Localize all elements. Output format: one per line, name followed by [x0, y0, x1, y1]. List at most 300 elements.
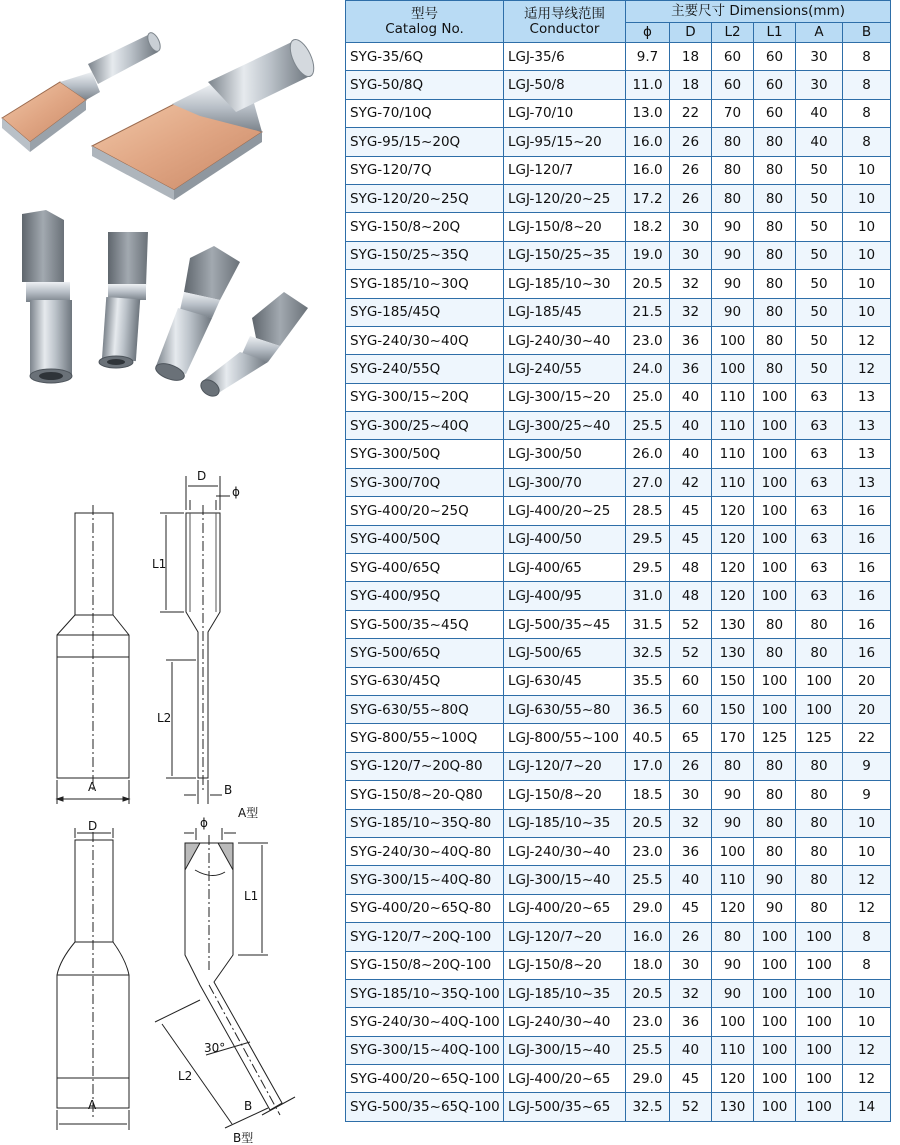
cell-l2: 90 — [712, 298, 754, 326]
cell-d: 45 — [670, 525, 712, 553]
cell-a: 63 — [796, 582, 843, 610]
cell-phi: 20.5 — [626, 979, 670, 1007]
cell-cat: SYG-70/10Q — [346, 99, 504, 127]
cell-cond: LGJ-300/50 — [504, 440, 626, 468]
cell-cond: LGJ-185/10~35 — [504, 809, 626, 837]
cell-l1: 80 — [754, 298, 796, 326]
cell-l1: 80 — [754, 184, 796, 212]
table-row — [346, 582, 891, 610]
cell-cat: SYG-50/8Q — [346, 71, 504, 99]
cell-cond: LGJ-240/30~40 — [504, 837, 626, 865]
cell-l1: 80 — [754, 156, 796, 184]
cell-b: 12 — [843, 326, 891, 354]
cell-phi: 16.0 — [626, 156, 670, 184]
cell-b: 16 — [843, 525, 891, 553]
svg-text:A型: A型 — [238, 806, 259, 820]
table-row — [346, 468, 891, 496]
cell-l2: 120 — [712, 894, 754, 922]
cell-l2: 100 — [712, 1008, 754, 1036]
cell-cat: SYG-185/10~35Q-80 — [346, 809, 504, 837]
cell-a: 80 — [796, 752, 843, 780]
cell-l1: 100 — [754, 1065, 796, 1093]
cell-phi: 29.5 — [626, 525, 670, 553]
cell-d: 45 — [670, 1065, 712, 1093]
cell-b: 12 — [843, 894, 891, 922]
cell-cond: LGJ-95/15~20 — [504, 128, 626, 156]
cell-cond: LGJ-400/20~25 — [504, 497, 626, 525]
cell-b: 10 — [843, 1008, 891, 1036]
cell-b: 13 — [843, 468, 891, 496]
cell-a: 100 — [796, 695, 843, 723]
cell-cat: SYG-400/65Q — [346, 554, 504, 582]
cell-l2: 60 — [712, 71, 754, 99]
cell-l1: 60 — [754, 99, 796, 127]
cell-d: 36 — [670, 1008, 712, 1036]
product-photo — [0, 0, 340, 410]
cell-phi: 16.0 — [626, 128, 670, 156]
cell-l1: 100 — [754, 667, 796, 695]
cell-a: 63 — [796, 440, 843, 468]
cell-l2: 150 — [712, 695, 754, 723]
cell-d: 48 — [670, 582, 712, 610]
table-row — [346, 1008, 891, 1036]
cell-l1: 100 — [754, 1093, 796, 1121]
cell-a: 125 — [796, 724, 843, 752]
cell-phi: 31.5 — [626, 610, 670, 638]
cell-cond: LGJ-150/8~20 — [504, 951, 626, 979]
table-row — [346, 497, 891, 525]
cell-cat: SYG-150/8~20-Q80 — [346, 781, 504, 809]
cell-d: 30 — [670, 781, 712, 809]
cell-l2: 120 — [712, 497, 754, 525]
cell-a: 50 — [796, 241, 843, 269]
cell-l1: 80 — [754, 270, 796, 298]
cell-l2: 170 — [712, 724, 754, 752]
cell-cat: SYG-240/30~40Q-80 — [346, 837, 504, 865]
cell-l2: 100 — [712, 355, 754, 383]
cell-d: 48 — [670, 554, 712, 582]
svg-text:L2: L2 — [178, 1069, 193, 1083]
cell-phi: 29.0 — [626, 894, 670, 922]
svg-text:D: D — [197, 469, 207, 483]
header-model-en: Catalog No. — [385, 20, 464, 37]
cell-l2: 60 — [712, 43, 754, 71]
cell-b: 20 — [843, 667, 891, 695]
cell-phi: 29.5 — [626, 554, 670, 582]
cell-a: 80 — [796, 837, 843, 865]
cell-b: 20 — [843, 695, 891, 723]
header-dim-d: D — [670, 23, 712, 43]
cell-l2: 80 — [712, 752, 754, 780]
cell-b: 8 — [843, 951, 891, 979]
cell-a: 80 — [796, 610, 843, 638]
header-conductor — [504, 1, 626, 43]
cell-cond: LGJ-630/45 — [504, 667, 626, 695]
table-row — [346, 695, 891, 723]
cell-l2: 110 — [712, 412, 754, 440]
cell-cat: SYG-240/55Q — [346, 355, 504, 383]
table-row — [346, 270, 891, 298]
cell-l1: 90 — [754, 894, 796, 922]
cell-a: 63 — [796, 497, 843, 525]
cell-l1: 80 — [754, 610, 796, 638]
cell-b: 10 — [843, 184, 891, 212]
table-row — [346, 128, 891, 156]
cell-cond: LGJ-185/45 — [504, 298, 626, 326]
svg-text:L1: L1 — [152, 557, 167, 571]
left-panel — [0, 0, 340, 1145]
cell-a: 100 — [796, 923, 843, 951]
cell-cond: LGJ-150/8~20 — [504, 213, 626, 241]
cell-l1: 80 — [754, 128, 796, 156]
cell-l1: 80 — [754, 752, 796, 780]
svg-text:ϕ: ϕ — [200, 816, 208, 830]
cell-l2: 90 — [712, 270, 754, 298]
cell-d: 40 — [670, 1036, 712, 1064]
cell-l2: 100 — [712, 837, 754, 865]
table-row — [346, 866, 891, 894]
header-dim-b: B — [843, 23, 891, 43]
svg-text:L1: L1 — [244, 889, 259, 903]
cell-l2: 130 — [712, 610, 754, 638]
cell-b: 16 — [843, 610, 891, 638]
cell-cond: LGJ-70/10 — [504, 99, 626, 127]
cell-cond: LGJ-500/35~65 — [504, 1093, 626, 1121]
svg-text:B: B — [244, 1099, 253, 1113]
cell-l1: 100 — [754, 525, 796, 553]
cell-d: 60 — [670, 667, 712, 695]
cell-cat: SYG-300/15~40Q-100 — [346, 1036, 504, 1064]
cell-b: 8 — [843, 99, 891, 127]
cell-cond: LGJ-240/30~40 — [504, 1008, 626, 1036]
cell-b: 16 — [843, 582, 891, 610]
cell-phi: 23.0 — [626, 326, 670, 354]
cell-d: 26 — [670, 184, 712, 212]
cell-d: 30 — [670, 241, 712, 269]
cell-cond: LGJ-300/15~20 — [504, 383, 626, 411]
cell-d: 40 — [670, 412, 712, 440]
svg-text:A: A — [88, 780, 97, 794]
table-row — [346, 184, 891, 212]
table-row — [346, 809, 891, 837]
cell-cond: LGJ-400/20~65 — [504, 1065, 626, 1093]
cell-a: 40 — [796, 128, 843, 156]
cell-cat: SYG-630/55~80Q — [346, 695, 504, 723]
cell-d: 32 — [670, 270, 712, 298]
cell-b: 9 — [843, 781, 891, 809]
cell-cat: SYG-35/6Q — [346, 43, 504, 71]
cell-phi: 20.5 — [626, 809, 670, 837]
cell-b: 16 — [843, 639, 891, 667]
cell-l2: 70 — [712, 99, 754, 127]
header-dimensions: 主要尺寸 Dimensions(mm) — [626, 1, 891, 23]
cell-cat: SYG-500/65Q — [346, 639, 504, 667]
cell-cond: LGJ-150/8~20 — [504, 781, 626, 809]
cell-l1: 90 — [754, 866, 796, 894]
cell-cond: LGJ-800/55~100 — [504, 724, 626, 752]
technical-drawing — [0, 455, 340, 1145]
cell-phi: 9.7 — [626, 43, 670, 71]
cell-cond: LGJ-400/50 — [504, 525, 626, 553]
table-row — [346, 213, 891, 241]
cell-b: 12 — [843, 355, 891, 383]
cell-b: 10 — [843, 156, 891, 184]
cell-d: 18 — [670, 43, 712, 71]
cell-phi: 23.0 — [626, 1008, 670, 1036]
cell-l1: 80 — [754, 809, 796, 837]
cell-cat: SYG-240/30~40Q — [346, 326, 504, 354]
cell-a: 50 — [796, 326, 843, 354]
table-row — [346, 667, 891, 695]
cell-cat: SYG-400/20~65Q-100 — [346, 1065, 504, 1093]
table-row — [346, 525, 891, 553]
cell-cond: LGJ-120/20~25 — [504, 184, 626, 212]
cell-a: 80 — [796, 781, 843, 809]
cell-cond: LGJ-185/10~30 — [504, 270, 626, 298]
cell-l1: 100 — [754, 497, 796, 525]
cell-b: 10 — [843, 213, 891, 241]
header-dim-phi: ϕ — [626, 23, 670, 43]
table-row — [346, 1093, 891, 1121]
header-model-cn: 型号 — [411, 5, 438, 22]
cell-cat: SYG-185/10~30Q — [346, 270, 504, 298]
svg-text:L2: L2 — [157, 711, 172, 725]
cell-l1: 100 — [754, 412, 796, 440]
cell-l2: 110 — [712, 383, 754, 411]
cell-b: 8 — [843, 128, 891, 156]
cell-d: 45 — [670, 894, 712, 922]
cell-cond: LGJ-630/55~80 — [504, 695, 626, 723]
cell-l1: 80 — [754, 241, 796, 269]
cell-phi: 40.5 — [626, 724, 670, 752]
cell-l2: 90 — [712, 241, 754, 269]
cell-b: 8 — [843, 923, 891, 951]
cell-d: 32 — [670, 298, 712, 326]
cell-l1: 80 — [754, 326, 796, 354]
cell-d: 18 — [670, 71, 712, 99]
cell-b: 22 — [843, 724, 891, 752]
cell-cond: LGJ-120/7~20 — [504, 752, 626, 780]
cell-b: 13 — [843, 440, 891, 468]
cell-a: 63 — [796, 412, 843, 440]
cell-phi: 25.5 — [626, 1036, 670, 1064]
cell-a: 63 — [796, 525, 843, 553]
table-row — [346, 639, 891, 667]
cell-cond: LGJ-300/15~40 — [504, 1036, 626, 1064]
cell-a: 50 — [796, 355, 843, 383]
cell-phi: 31.0 — [626, 582, 670, 610]
cell-cond: LGJ-120/7 — [504, 156, 626, 184]
table-row — [346, 781, 891, 809]
cell-phi: 26.0 — [626, 440, 670, 468]
cell-b: 14 — [843, 1093, 891, 1121]
cell-l2: 80 — [712, 184, 754, 212]
cell-l2: 90 — [712, 809, 754, 837]
cell-phi: 13.0 — [626, 99, 670, 127]
cell-d: 26 — [670, 156, 712, 184]
table-row — [346, 298, 891, 326]
cell-l2: 100 — [712, 326, 754, 354]
cell-l1: 100 — [754, 1008, 796, 1036]
cell-a: 50 — [796, 270, 843, 298]
cell-l2: 80 — [712, 128, 754, 156]
table-row — [346, 752, 891, 780]
cell-a: 50 — [796, 184, 843, 212]
cell-cat: SYG-800/55~100Q — [346, 724, 504, 752]
cell-a: 40 — [796, 99, 843, 127]
cell-b: 13 — [843, 412, 891, 440]
cell-cond: LGJ-500/35~45 — [504, 610, 626, 638]
cell-b: 8 — [843, 71, 891, 99]
cell-l1: 100 — [754, 440, 796, 468]
cell-d: 36 — [670, 326, 712, 354]
spec-table-body — [346, 43, 891, 1122]
cell-cat: SYG-300/70Q — [346, 468, 504, 496]
table-row — [346, 610, 891, 638]
cell-a: 30 — [796, 43, 843, 71]
spec-table-wrapper — [345, 0, 900, 1122]
cell-phi: 32.5 — [626, 639, 670, 667]
cell-b: 10 — [843, 809, 891, 837]
cell-l1: 80 — [754, 837, 796, 865]
cell-d: 30 — [670, 213, 712, 241]
cell-d: 52 — [670, 610, 712, 638]
cell-a: 50 — [796, 298, 843, 326]
cell-d: 32 — [670, 979, 712, 1007]
cell-cond: LGJ-300/15~40 — [504, 866, 626, 894]
cell-cat: SYG-500/35~45Q — [346, 610, 504, 638]
cell-l1: 100 — [754, 383, 796, 411]
cell-cond: LGJ-400/65 — [504, 554, 626, 582]
cell-l1: 100 — [754, 979, 796, 1007]
cell-a: 100 — [796, 951, 843, 979]
cell-d: 26 — [670, 128, 712, 156]
cell-b: 13 — [843, 383, 891, 411]
cell-d: 30 — [670, 951, 712, 979]
table-row — [346, 1065, 891, 1093]
cell-cond: LGJ-150/25~35 — [504, 241, 626, 269]
cell-phi: 25.5 — [626, 866, 670, 894]
cell-l1: 100 — [754, 923, 796, 951]
cell-cat: SYG-120/7Q — [346, 156, 504, 184]
table-row — [346, 383, 891, 411]
cell-d: 60 — [670, 695, 712, 723]
table-row — [346, 894, 891, 922]
cell-l2: 120 — [712, 554, 754, 582]
svg-text:ϕ: ϕ — [232, 485, 240, 499]
a-type-front-view — [57, 505, 129, 804]
cell-b: 16 — [843, 554, 891, 582]
table-row — [346, 71, 891, 99]
cell-phi: 29.0 — [626, 1065, 670, 1093]
table-row — [346, 724, 891, 752]
cell-phi: 27.0 — [626, 468, 670, 496]
table-row — [346, 99, 891, 127]
cell-phi: 35.5 — [626, 667, 670, 695]
cell-cond: LGJ-240/55 — [504, 355, 626, 383]
cell-a: 63 — [796, 383, 843, 411]
cell-b: 12 — [843, 866, 891, 894]
header-dim-a: A — [796, 23, 843, 43]
cell-d: 32 — [670, 809, 712, 837]
cell-cat: SYG-150/25~35Q — [346, 241, 504, 269]
cell-cat: SYG-185/10~35Q-100 — [346, 979, 504, 1007]
cell-cond: LGJ-400/20~65 — [504, 894, 626, 922]
cell-cat: SYG-185/45Q — [346, 298, 504, 326]
cell-a: 50 — [796, 213, 843, 241]
svg-text:30°: 30° — [204, 1041, 226, 1055]
cell-cond: LGJ-500/65 — [504, 639, 626, 667]
cell-cond: LGJ-300/25~40 — [504, 412, 626, 440]
cell-cat: SYG-120/20~25Q — [346, 184, 504, 212]
cell-l2: 120 — [712, 525, 754, 553]
cell-phi: 23.0 — [626, 837, 670, 865]
cell-a: 100 — [796, 1036, 843, 1064]
cell-a: 80 — [796, 639, 843, 667]
cell-l2: 90 — [712, 781, 754, 809]
cell-cat: SYG-500/35~65Q-100 — [346, 1093, 504, 1121]
cell-phi: 25.0 — [626, 383, 670, 411]
a-type-side-view — [160, 476, 233, 804]
cell-a: 80 — [796, 809, 843, 837]
cell-cat: SYG-150/8~20Q — [346, 213, 504, 241]
cell-b: 12 — [843, 1065, 891, 1093]
cell-a: 50 — [796, 156, 843, 184]
cell-phi: 18.5 — [626, 781, 670, 809]
cell-l2: 120 — [712, 582, 754, 610]
cell-phi: 36.5 — [626, 695, 670, 723]
cell-a: 100 — [796, 667, 843, 695]
cell-cond: LGJ-50/8 — [504, 71, 626, 99]
table-row — [346, 355, 891, 383]
cell-l2: 110 — [712, 440, 754, 468]
cell-cat: SYG-400/50Q — [346, 525, 504, 553]
cell-d: 26 — [670, 752, 712, 780]
cell-d: 45 — [670, 497, 712, 525]
cell-cond: LGJ-120/7~20 — [504, 923, 626, 951]
table-row — [346, 241, 891, 269]
header-dim-l1: L1 — [754, 23, 796, 43]
cell-a: 100 — [796, 1065, 843, 1093]
table-row — [346, 554, 891, 582]
svg-text:A: A — [88, 1098, 97, 1112]
cell-a: 63 — [796, 554, 843, 582]
cell-d: 40 — [670, 440, 712, 468]
cell-l1: 100 — [754, 695, 796, 723]
table-row — [346, 951, 891, 979]
cell-cat: SYG-400/20~25Q — [346, 497, 504, 525]
table-row — [346, 837, 891, 865]
cell-l1: 100 — [754, 582, 796, 610]
cell-b: 10 — [843, 837, 891, 865]
cell-phi: 17.2 — [626, 184, 670, 212]
cell-l1: 100 — [754, 468, 796, 496]
cell-l2: 150 — [712, 667, 754, 695]
cell-b: 8 — [843, 43, 891, 71]
cell-b: 10 — [843, 298, 891, 326]
cell-l1: 80 — [754, 639, 796, 667]
cell-phi: 18.0 — [626, 951, 670, 979]
cell-l1: 60 — [754, 43, 796, 71]
cell-l2: 80 — [712, 156, 754, 184]
cell-cat: SYG-300/50Q — [346, 440, 504, 468]
table-row — [346, 1036, 891, 1064]
cell-phi: 24.0 — [626, 355, 670, 383]
header-conductor-en: Conductor — [529, 20, 600, 37]
spec-table — [345, 0, 891, 1122]
table-row — [346, 412, 891, 440]
cell-cat: SYG-120/7~20Q-100 — [346, 923, 504, 951]
